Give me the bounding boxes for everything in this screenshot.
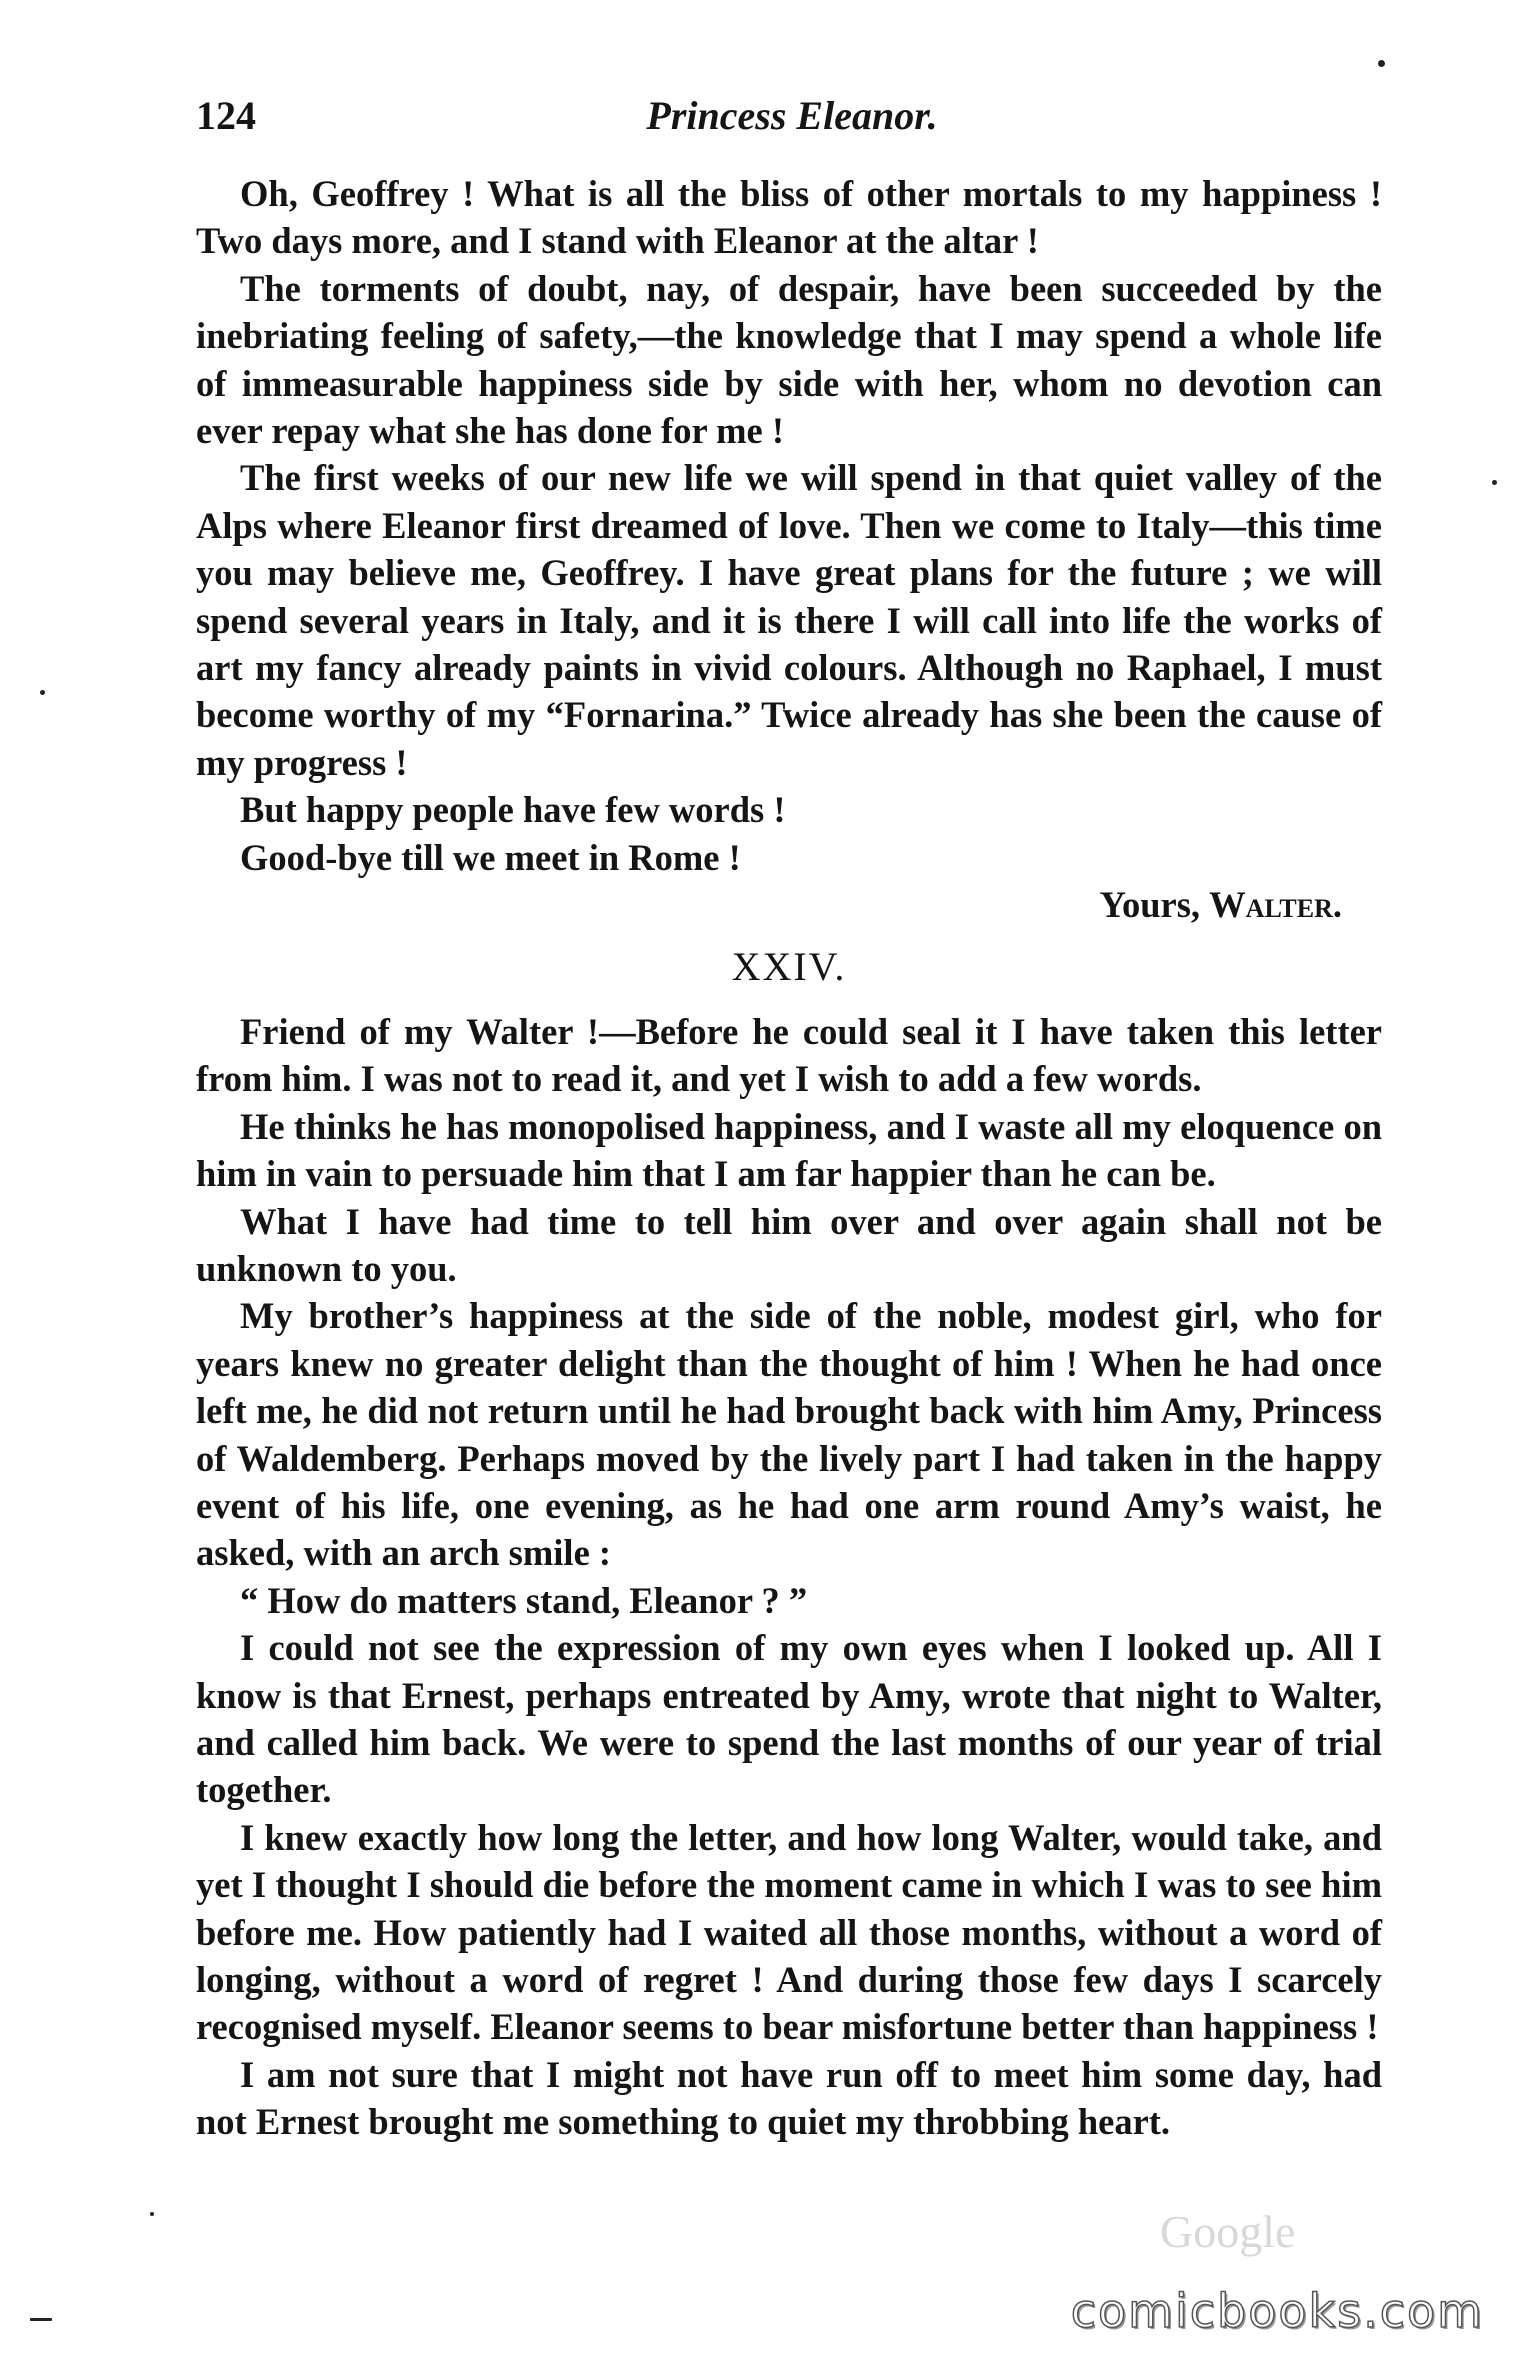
letter-signature [196,881,1382,928]
paragraph: The torments of doubt, nay, of despair, have been succeeded by the inebriating feeling of safety,—the knowledge that I may spend a whole life of immeasurable happiness side by side with her, whom no devotion can ever repay what she has done for me ! [196,267,1382,452]
page-number: 124 [196,93,256,138]
paragraph: What I have had time to tell him over and over again shall not be unknown to you. [196,1200,1382,1289]
signature-name: Walter. [1209,884,1342,926]
scan-speck [150,2212,154,2216]
section-heading: XXIV. [731,943,847,989]
signature-prefix: Yours, [1099,884,1201,926]
scan-speck [40,690,45,695]
paragraph: I could not see the expression of my own eyes when I looked up. All I know is that Ernest, perhaps entreated by Amy, wrote that night to Walter, and called him back. We were to spend the last months of our year of trial together. [196,1627,1382,1811]
paragraph: The first weeks of our new life we will spend in that quiet valley of the Alps where Eleanor first dreamed of love. Then we come to Italy—this time you may believe me, Geoffrey. I have great plans for the future ; we will spend several years in Italy, and it is there I will call into life the works of art my fancy already paints in vivid colours. Although no Raphael, I must become worthy of my “Fornarina.” Twice already has she been the cause of my progress ! [196,457,1382,783]
running-title: Princess Eleanor. [646,93,938,138]
paragraph: “ How do matters stand, Eleanor ? ” [240,1579,808,1621]
scan-dash [30,2318,52,2321]
site-watermark: comicbooks.com [1070,2284,1484,2338]
scan-watermark: Google [1160,2206,1296,2257]
scan-speck [1492,480,1497,485]
paragraph: I knew exactly how long the letter, and how long Walter, would take, and yet I thought I should die before the moment came in which I was to see him before me. How patiently had I waited all those months, without a word of longing, without a word of regret ! And during those few days I scarcely recognised myself. Eleanor seems to bear misfortune better than happiness ! [196,1816,1382,2048]
page-header [196,92,1388,156]
paragraph: I am not sure that I might not have run off to meet him some day, had not Ernest brought me something to quiet my throbbing heart. [196,2053,1382,2143]
paragraph: Friend of my Walter !—Before he could seal it I have taken this letter from him. I was not to read it, and yet I wish to add a few words. [196,1010,1382,1100]
page-body [196,170,1382,2146]
paragraph: He thinks he has monopolised happiness, and I waste all my eloquence on him in vain to persuade him that I am far happier than he can be. [196,1105,1382,1195]
paragraph: Good-bye till we meet in Rome ! [240,836,741,878]
paragraph: Oh, Geoffrey ! What is all the bliss of other mortals to my happiness ! Two days more, and I stand with Eleanor at the altar ! [196,173,1382,262]
paragraph: But happy people have few words ! [240,789,786,831]
paragraph: My brother’s happiness at the side of the noble, modest girl, who for years knew no greater delight than the thought of him ! When he had once left me, he did not return until he had brought back with him Amy, Princess of Waldemberg. Perhaps moved by the lively part I had taken in the happy event of his life, one evening, as he had one arm round Amy’s waist, he asked, with an arch smile : [196,1295,1382,1574]
scan-speck [1378,60,1385,67]
